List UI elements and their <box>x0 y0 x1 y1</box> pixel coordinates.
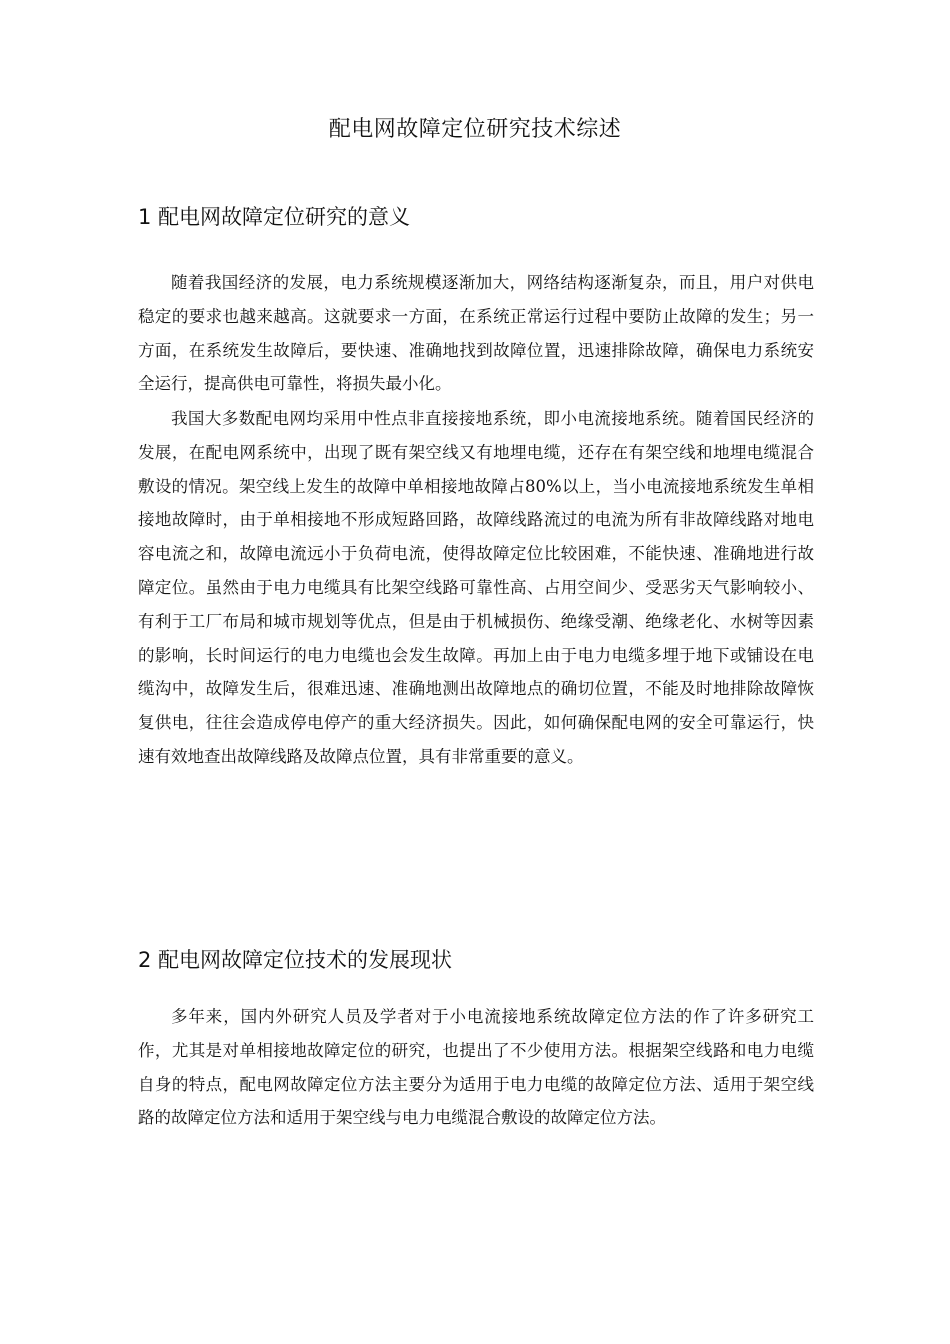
section-2-paragraph-1: 多年来，国内外研究人员及学者对于小电流接地系统故障定位方法的作了许多研究工作，尤其是对单相接地故障定位的研究，也提出了不少使用方法。根据架空线路和电力电缆自身的特点，配电网故障定位方法主要分为适用于电力电缆的故障定位方法、适用于架空线路的故障定位方法和适用于架空线与电力电缆混合敷设的故障定位方法。 <box>138 1007 814 1128</box>
section-1-paragraph-1: 随着我国经济的发展，电力系统规模逐渐加大，网络结构逐渐复杂，而且，用户对供电稳定的要求也越来越高。这就要求一方面，在系统正常运行过程中要防止故障的发生；另一方面，在系统发生故障后，要快速、准确地找到故障位置，迅速排除故障，确保电力系统安全运行，提高供电可靠性，将损失最小化。 <box>138 273 814 394</box>
section-heading-2: 2 配电网故障定位技术的发展现状 <box>138 948 453 972</box>
document-title: 配电网故障定位研究技术综述 <box>328 117 622 142</box>
section-heading-1: 1 配电网故障定位研究的意义 <box>138 205 411 229</box>
section-1-paragraph-2: 我国大多数配电网均采用中性点非直接接地系统，即小电流接地系统。随着国民经济的发展，在配电网系统中，出现了既有架空线又有地埋电缆，还存在有架空线和地埋电缆混合敷设的情况。架空线上发生的故障中单相接地故障占80%以上，当小电流接地系统发生单相接地故障时，由于单相接地不形成短路回路，故障线路流过的电流为所有非故障线路对地电容电流之和，故障电流远小于负荷电流，使得故障定位比较困难，不能快速、准确地进行故障定位。虽然由于电力电缆具有比架空线路可靠性高、占用空间少、受恶劣天气影响较小、有利于工厂布局和城市规划等优点，但是由于机械损伤、绝缘受潮、绝缘老化、水树等因素的影响，长时间运行的电力电缆也会发生故障。再加上由于电力电缆多埋于地下或铺设在电缆沟中，故障发生后，很难迅速、准确地测出故障地点的确切位置，不能及时地排除故障恢复供电，往往会造成停电停产的重大经济损失。因此，如何确保配电网的安全可靠运行，快速有效地查出故障线路及故障点位置，具有非常重要的意义。 <box>138 409 814 766</box>
